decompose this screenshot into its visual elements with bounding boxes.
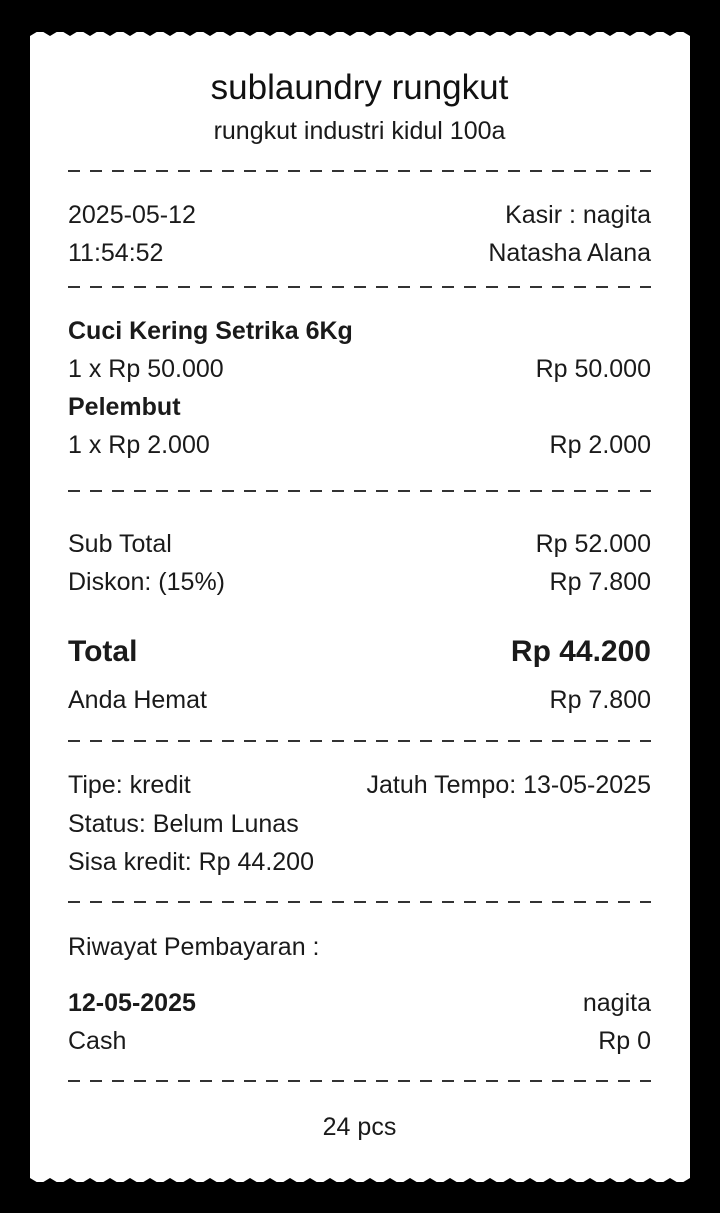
saved-value: Rp 7.800 [549,686,651,714]
payment-status-row [68,809,651,839]
discount-label: Diskon: (15%) [68,568,225,596]
history-entry-row [68,988,651,1018]
store-address: rungkut industri kidul 100a [213,117,506,145]
remaining-credit-row [68,847,651,877]
history-amount: Rp 0 [598,1027,651,1055]
due-date: Jatuh Tempo: 13-05-2025 [366,771,651,799]
saved-label: Anda Hemat [68,686,207,714]
item-amount: Rp 2.000 [549,431,651,459]
history-date: 12-05-2025 [68,989,196,1017]
discount-value: Rp 7.800 [549,568,651,596]
transaction-time: 11:54:52 [68,239,164,267]
pieces-count: 24 pcs [322,1113,397,1141]
history-method: Cash [68,1027,127,1055]
history-title-row [68,932,651,962]
payment-type-row [68,770,651,800]
discount-row [68,567,651,597]
store-name: sublaundry rungkut [210,68,509,107]
subtotal-row [68,529,651,559]
divider [68,286,651,288]
total-row [68,634,651,670]
payment-type: Tipe: kredit [68,771,191,799]
subtotal-value: Rp 52.000 [535,530,651,558]
payment-status: Status: Belum Lunas [68,810,299,838]
meta-row-1 [68,200,651,230]
divider [68,170,651,172]
total-label: Total [68,635,138,668]
transaction-date: 2025-05-12 [68,201,196,229]
history-method-row [68,1026,651,1056]
item-name [68,392,651,422]
item-qty-price: 1 x Rp 50.000 [68,355,224,383]
cashier-name: Kasir : nagita [505,201,651,229]
subtotal-label: Sub Total [68,530,172,558]
total-value: Rp 44.200 [510,635,651,668]
receipt [30,32,690,1182]
remaining-credit: Sisa kredit: Rp 44.200 [68,848,314,876]
item-name [68,316,651,346]
saved-row [68,685,651,715]
item-line [68,354,651,384]
item-line [68,430,651,460]
item-qty-price: 1 x Rp 2.000 [68,431,210,459]
item-title: Cuci Kering Setrika 6Kg [68,317,353,345]
divider [68,740,651,742]
customer-name: Natasha Alana [488,239,651,267]
divider [68,1080,651,1082]
divider [68,490,651,492]
divider [68,901,651,903]
meta-row-2 [68,238,651,268]
item-amount: Rp 50.000 [535,355,651,383]
history-user: nagita [582,989,651,1017]
item-title: Pelembut [68,393,181,421]
history-title: Riwayat Pembayaran : [68,933,320,961]
